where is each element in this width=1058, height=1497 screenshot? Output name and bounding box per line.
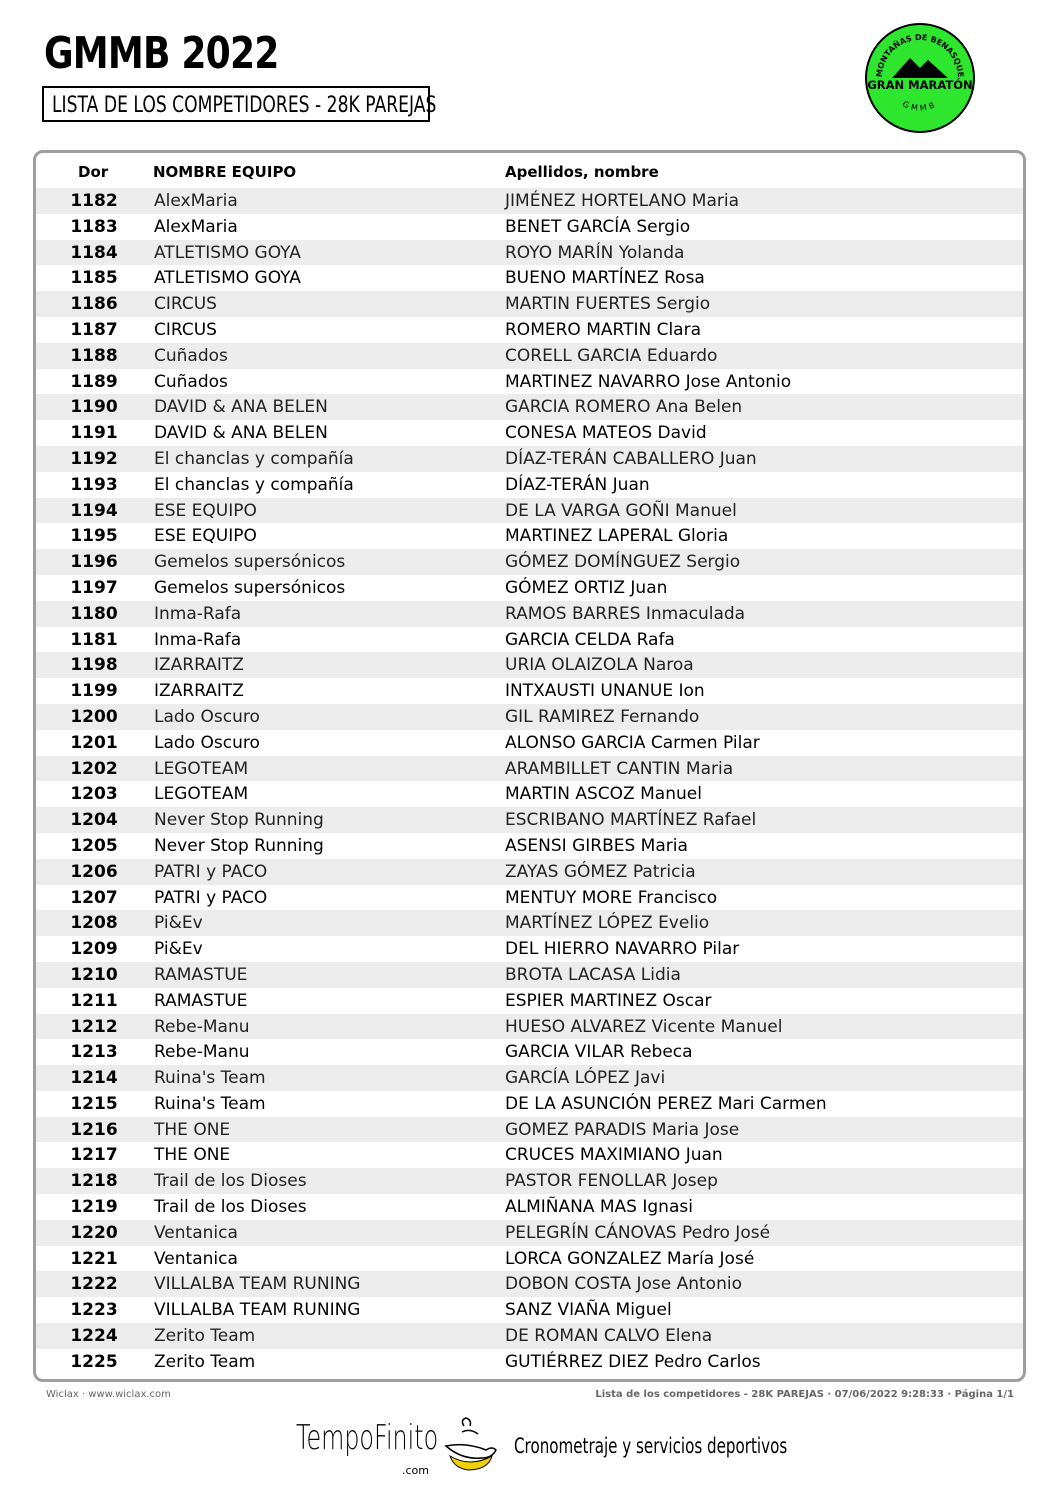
cell-name: ARAMBILLET CANTIN Maria [505,758,734,779]
cell-name: LORCA GONZALEZ María José [505,1248,755,1269]
cell-name: CONESA MATEOS David [505,423,707,444]
cell-dor: 1198 [70,655,118,676]
cell-team: CIRCUS [154,294,217,315]
cell-dor: 1188 [70,345,118,366]
cell-name: GÓMEZ ORTIZ Juan [505,577,668,598]
cell-dor: 1201 [70,732,118,753]
cell-name: URIA OLAIZOLA Naroa [505,655,694,676]
cell-name: SANZ VIAÑA Miguel [505,1300,672,1321]
cell-team: Lado Oscuro [154,706,260,727]
cell-team: El chanclas y compañía [154,474,354,495]
table-row [36,1349,1023,1375]
cell-dor: 1217 [70,1145,118,1166]
table-row [36,549,1023,575]
cell-name: MENTUY MORE Francisco [505,887,718,908]
cell-dor: 1208 [70,913,118,934]
table-row [36,1246,1023,1272]
cell-team: Ventanica [154,1248,238,1269]
cell-dor: 1203 [70,784,118,805]
cell-name: GUTIÉRREZ DIEZ Pedro Carlos [505,1351,761,1372]
table-row [36,446,1023,472]
cell-team: IZARRAITZ [154,655,244,676]
table-row [36,575,1023,601]
table-row [36,420,1023,446]
table-row [36,1323,1023,1349]
table-row [36,704,1023,730]
cell-dor: 1221 [70,1248,118,1269]
cell-team: Ruina's Team [154,1093,266,1114]
cell-team: Pi&Ev [154,939,203,960]
cell-name: ALONSO GARCIA Carmen Pilar [505,732,760,753]
cell-name: BUENO MARTÍNEZ Rosa [505,268,705,289]
subtitle-box [42,86,437,122]
cell-team: IZARRAITZ [154,681,244,702]
cell-team: RAMASTUE [154,964,248,985]
table-row [36,214,1023,240]
cell-name: MARTIN FUERTES Sergio [505,294,711,315]
table-row [36,781,1023,807]
cell-team: THE ONE [154,1119,231,1140]
cell-team: Inma-Rafa [154,603,242,624]
cell-dor: 1225 [70,1351,118,1372]
competitors-table [33,150,1026,1382]
cell-dor: 1196 [70,552,118,573]
sponsor-name: TempoFinito [296,1418,439,1458]
cell-team: Zerito Team [154,1326,256,1347]
cell-team: AlexMaria [154,216,238,237]
table-row [36,240,1023,266]
cell-team: Ruina's Team [154,1068,266,1089]
cell-dor: 1216 [70,1119,118,1140]
cell-name: ROYO MARÍN Yolanda [505,242,685,263]
banana-icon [442,1416,498,1472]
cell-name: JIMÉNEZ HORTELANO Maria [505,191,740,211]
table-row [36,1117,1023,1143]
cell-name: BROTA LACASA Lidia [505,964,681,985]
table-row [36,1168,1023,1194]
footer-left: Wiclax · www.wiclax.com [46,1389,171,1400]
cell-team: Never Stop Running [154,810,324,831]
table-row [36,498,1023,524]
sponsor-banner [296,1412,788,1482]
cell-dor: 1193 [70,474,118,495]
table-row [36,730,1023,756]
cell-name: HUESO ALVAREZ Vicente Manuel [505,1016,783,1037]
cell-name: INTXAUSTI UNANUE Ion [505,681,705,702]
sponsor-tagline: Cronometraje y servicios deportivos [514,1434,788,1458]
cell-dor: 1202 [70,758,118,779]
cell-dor: 1182 [70,191,118,211]
cell-dor: 1204 [70,810,118,831]
cell-dor: 1181 [70,629,118,650]
table-row [36,523,1023,549]
table-row [36,1065,1023,1091]
table-row [36,885,1023,911]
page-title: GMMB 2022 [44,28,279,79]
cell-dor: 1180 [70,603,118,624]
table-row [36,1194,1023,1220]
cell-team: Zerito Team [154,1351,256,1372]
cell-dor: 1183 [70,216,118,237]
cell-name: MARTÍNEZ LÓPEZ Evelio [505,913,710,934]
cell-dor: 1210 [70,964,118,985]
table-row [36,627,1023,653]
table-row [36,265,1023,291]
table-row [36,936,1023,962]
table-row [36,1091,1023,1117]
cell-dor: 1207 [70,887,118,908]
cell-dor: 1220 [70,1222,118,1243]
table-row [36,188,1023,214]
cell-dor: 1214 [70,1068,118,1089]
table-body [36,188,1023,1375]
table-row [36,343,1023,369]
table-row [36,833,1023,859]
cell-team: Rebe-Manu [154,1042,250,1063]
cell-team: RAMASTUE [154,990,248,1011]
cell-dor: 1194 [70,500,118,521]
cell-team: Gemelos supersónicos [154,577,346,598]
cell-team: Inma-Rafa [154,629,242,650]
cell-dor: 1219 [70,1197,118,1218]
cell-name: ASENSI GIRBES Maria [505,835,688,856]
cell-dor: 1184 [70,242,118,263]
cell-name: CRUCES MAXIMIANO Juan [505,1145,723,1166]
cell-team: THE ONE [154,1145,231,1166]
cell-team: Pi&Ev [154,913,203,934]
cell-name: DE LA ASUNCIÓN PEREZ Mari Carmen [505,1093,827,1114]
cell-dor: 1199 [70,681,118,702]
table-row [36,472,1023,498]
cell-name: DÍAZ-TERÁN CABALLERO Juan [505,448,757,469]
logo-top-text: MONTAÑAS DE BENASQUE [874,32,966,78]
cell-team: Cuñados [154,371,228,392]
table-row [36,1014,1023,1040]
cell-name: MARTINEZ LAPERAL Gloria [505,526,729,547]
cell-dor: 1192 [70,448,118,469]
cell-name: BENET GARCÍA Sergio [505,216,691,237]
cell-name: DE LA VARGA GOÑI Manuel [505,500,737,521]
cell-name: CORELL GARCIA Eduardo [505,345,718,366]
table-row [36,394,1023,420]
header-team: NOMBRE EQUIPO [153,163,297,181]
cell-team: ATLETISMO GOYA [154,242,301,263]
cell-dor: 1205 [70,835,118,856]
cell-team: ESE EQUIPO [154,500,257,521]
cell-name: GÓMEZ DOMÍNGUEZ Sergio [505,552,741,573]
cell-team: LEGOTEAM [154,758,249,779]
sponsor-domain: .com [402,1464,429,1477]
table-row [36,807,1023,833]
cell-team: PATRI y PACO [154,861,268,882]
table-row [36,859,1023,885]
cell-name: DE ROMAN CALVO Elena [505,1326,713,1347]
table-row [36,1142,1023,1168]
cell-name: GARCÍA LÓPEZ Javi [505,1068,666,1089]
cell-name: ZAYAS GÓMEZ Patricia [505,861,696,882]
cell-team: DAVID & ANA BELEN [154,423,328,444]
logo-bottom-text: GMMB [901,99,939,113]
logo-main-text: GRAN MARATÓN [867,78,973,92]
cell-name: GARCIA ROMERO Ana Belen [505,397,743,418]
cell-team: ESE EQUIPO [154,526,257,547]
cell-team: VILLALBA TEAM RUNING [154,1300,361,1321]
cell-dor: 1215 [70,1093,118,1114]
cell-dor: 1186 [70,294,118,315]
cell-dor: 1218 [70,1171,118,1192]
cell-name: PELEGRÍN CÁNOVAS Pedro José [505,1222,771,1243]
table-row [36,601,1023,627]
footer-right: Lista de los competidores - 28K PAREJAS · 07/06/2022 9:28:33 · Página 1/1 [595,1389,1014,1400]
cell-team: Cuñados [154,345,228,366]
table-row [36,988,1023,1014]
cell-dor: 1213 [70,1042,118,1063]
table-row [36,1297,1023,1323]
cell-name: ESPIER MARTINEZ Oscar [505,990,712,1011]
cell-team: ATLETISMO GOYA [154,268,301,289]
cell-dor: 1190 [70,397,118,418]
cell-team: Never Stop Running [154,835,324,856]
table-row [36,1271,1023,1297]
cell-team: El chanclas y compañía [154,448,354,469]
cell-name: MARTIN ASCOZ Manuel [505,784,702,805]
cell-name: PASTOR FENOLLAR Josep [505,1171,718,1192]
cell-team: Trail de los Dioses [154,1197,307,1218]
table-row [36,291,1023,317]
cell-dor: 1191 [70,423,118,444]
cell-team: Lado Oscuro [154,732,260,753]
table-row [36,1039,1023,1065]
table-row [36,678,1023,704]
cell-team: Trail de los Dioses [154,1171,307,1192]
table-row [36,962,1023,988]
cell-team: PATRI y PACO [154,887,268,908]
cell-dor: 1189 [70,371,118,392]
cell-name: ROMERO MARTIN Clara [505,319,702,340]
cell-dor: 1187 [70,319,118,340]
table-row [36,317,1023,343]
cell-dor: 1209 [70,939,118,960]
cell-name: DEL HIERRO NAVARRO Pilar [505,939,740,960]
cell-dor: 1185 [70,268,118,289]
cell-name: GARCIA CELDA Rafa [505,629,675,650]
cell-dor: 1223 [70,1300,118,1321]
cell-team: AlexMaria [154,191,238,211]
table-row [36,1220,1023,1246]
cell-name: GARCIA VILAR Rebeca [505,1042,693,1063]
cell-name: DÍAZ-TERÁN Juan [505,474,650,495]
cell-team: CIRCUS [154,319,217,340]
cell-dor: 1195 [70,526,118,547]
cell-team: Ventanica [154,1222,238,1243]
cell-team: DAVID & ANA BELEN [154,397,328,418]
header-dor: Dor [78,163,109,181]
table-row [36,369,1023,395]
gran-maraton-logo [864,22,976,134]
cell-name: ESCRIBANO MARTÍNEZ Rafael [505,810,757,831]
cell-team: Gemelos supersónicos [154,552,346,573]
cell-name: RAMOS BARRES Inmaculada [505,603,746,624]
cell-dor: 1224 [70,1326,118,1347]
table-row [36,652,1023,678]
header-name: Apellidos, nombre [505,163,659,181]
cell-team: VILLALBA TEAM RUNING [154,1274,361,1295]
cell-dor: 1200 [70,706,118,727]
page-subtitle: LISTA DE LOS COMPETIDORES - 28K PAREJAS [52,93,437,118]
cell-dor: 1212 [70,1016,118,1037]
table-header [36,159,1023,189]
cell-dor: 1211 [70,990,118,1011]
cell-dor: 1222 [70,1274,118,1295]
cell-dor: 1197 [70,577,118,598]
table-row [36,910,1023,936]
cell-team: LEGOTEAM [154,784,249,805]
cell-dor: 1206 [70,861,118,882]
table-row [36,756,1023,782]
cell-name: GOMEZ PARADIS Maria Jose [505,1119,740,1140]
cell-name: DOBON COSTA Jose Antonio [505,1274,742,1295]
cell-name: GIL RAMIREZ Fernando [505,706,700,727]
cell-team: Rebe-Manu [154,1016,250,1037]
cell-name: MARTINEZ NAVARRO Jose Antonio [505,371,792,392]
cell-name: ALMIÑANA MAS Ignasi [505,1197,693,1218]
